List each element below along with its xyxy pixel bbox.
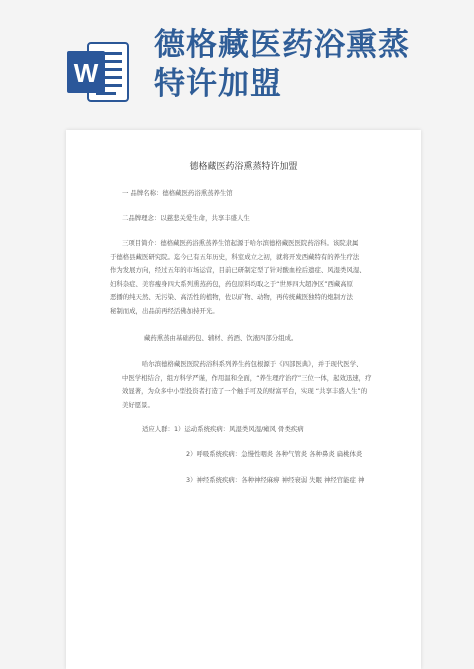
target-group-paragraph: 适应人群：1）运动系统疾病：风湿类风湿/瘫风 骨类疾病 [142,425,304,433]
intro-line-1: 三项目简介：德格藏医药浴熏蒸养生馆起源于哈尔滨德格藏医医院药浴科。该院隶属 [122,239,359,247]
document-title: 德格藏医药浴熏蒸特许加盟 [189,162,298,172]
intro-line-2: 于德格县藏医研究院。迄今已有五年历史，科室成立之初，就将开发西藏特有的养生疗法 [110,252,360,261]
composition-paragraph: 藏药熏蒸由基础药包、辅材、药酒、饮液四部分组成。 [144,334,298,342]
project-intro-paragraph [110,237,366,318]
origin-paragraph [122,358,372,412]
word-icon-letter: W [73,58,99,88]
banner-title-line-1: 德格藏医药浴熏蒸 [154,27,410,63]
document-page [66,130,421,669]
origin-line-2: 中医学相结合，组方科学严谨，作用温和全面，“养生理疗治疗”三位一体，起效迅速，疗 [122,373,372,382]
origin-line-1: 哈尔滨德格藏医医院药浴科系列养生药包根源于《四部医典》，并于现代医学、 [142,360,363,368]
origin-line-4: 美好愿景。 [122,400,154,409]
intro-line-5: 恶播的纯天然、无污染、高活性的植物，佐以矿物、动物，再传统藏医独特的炮制方法 [110,293,353,301]
intro-line-6: 秘制而成，出品前再经活佛加持开光。 [110,306,219,315]
word-icon [66,40,130,104]
intro-line-4: 妇科杂症、美容瘦身四大系列熏蒸药包，药包原料均取之于“世界四大超净区”西藏高原 [110,279,354,288]
nervous-paragraph: 3）神经系统疾病：各种神经麻痹 神经衰弱 失眠 神经官能症 神 [186,476,365,484]
brand-name-paragraph: 一 品牌名称：德格藏医药浴熏蒸养生馆 [122,189,233,197]
intro-line-3: 作为发展方向，经过五年的市场运营，目前已研制定型了针对酸血栓后遗症、风湿类风湿、 [110,266,366,274]
origin-line-3: 效显著，为众多中小型投资者打造了一个触手可及的财富平台，实现 “共享丰盛人生”的 [122,387,368,395]
banner-title-line-2: 特许加盟 [154,66,282,102]
banner [0,0,474,125]
brand-concept-paragraph: 二品牌理念：以慈悲关爱生命，共享丰盛人生 [122,214,250,222]
respiratory-paragraph: 2）呼吸系统疾病：急慢性咽炎 各种气管炎 各种鼻炎 扁桃体炎 [186,450,363,458]
